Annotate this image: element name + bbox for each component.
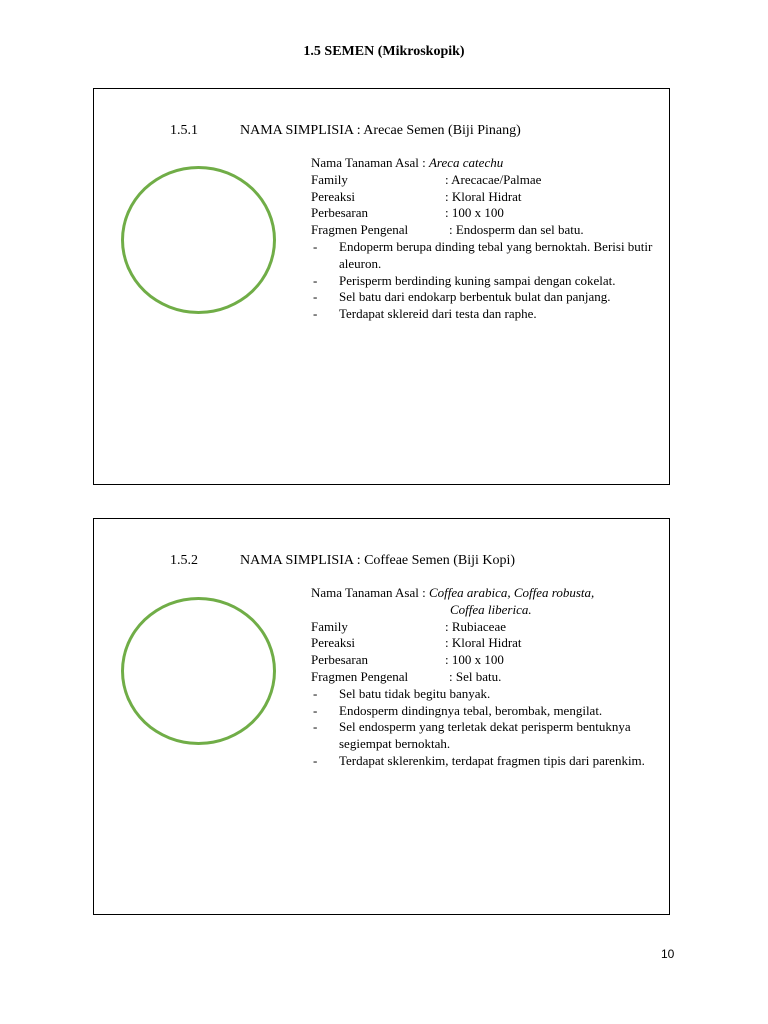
- pereaksi-label: Pereaksi: [311, 635, 356, 651]
- fragmen-row: [311, 222, 661, 239]
- pereaksi-row: [311, 635, 661, 652]
- section-details: [311, 585, 661, 770]
- fragment-list: [311, 686, 661, 770]
- tanaman-label: Nama Tanaman Asal :: [311, 585, 426, 600]
- perbesaran-label: Perbesaran: [311, 205, 369, 221]
- family-label: Family: [311, 171, 348, 187]
- perbesaran-value: : 100 x 100: [445, 652, 504, 668]
- fragmen-label: Fragmen Pengenal: [311, 668, 409, 684]
- family-value: : Arecacae/Palmae: [445, 171, 542, 187]
- section-details: [311, 155, 661, 323]
- section-box-coffeae: [93, 518, 670, 915]
- section-number: 1.5.1: [170, 123, 198, 138]
- page-number: 10: [661, 947, 675, 961]
- tanaman-value: Coffea arabica, Coffea robusta,: [428, 585, 595, 600]
- list-item: - Endoperm berupa dinding tebal yang bernoktah. Berisi butir aleuron.: [313, 238, 653, 271]
- pereaksi-value: : Kloral Hidrat: [445, 635, 522, 651]
- tanaman-value: Areca catechu: [428, 155, 504, 170]
- list-item: - Sel endosperm yang terletak dekat perisperm bentuknya segiempat bernoktah.: [313, 719, 631, 752]
- microscope-view-circle: [121, 166, 276, 314]
- family-label: Family: [311, 618, 348, 634]
- section-box-arecae: [93, 88, 670, 485]
- tanaman-label: Nama Tanaman Asal :: [311, 155, 426, 170]
- list-item: - Sel batu dari endokarp berbentuk bulat dan panjang.: [313, 289, 611, 305]
- page-title: 1.5 SEMEN (Mikroskopik): [303, 44, 465, 59]
- pereaksi-row: [311, 189, 661, 206]
- perbesaran-row: [311, 652, 661, 669]
- perbesaran-row: [311, 205, 661, 222]
- pereaksi-label: Pereaksi: [311, 188, 356, 204]
- microscope-view-circle: [121, 597, 276, 745]
- family-row: [311, 619, 661, 636]
- fragment-list: [311, 239, 661, 323]
- list-item: - Terdapat sklereid dari testa dan raphe.: [313, 306, 537, 322]
- fragmen-value: : Sel batu.: [449, 668, 502, 684]
- section-title: NAMA SIMPLISIA : Arecae Semen (Biji Pinang): [240, 123, 521, 138]
- fragmen-value: : Endosperm dan sel batu.: [449, 222, 584, 238]
- tanaman-row: [311, 155, 661, 172]
- perbesaran-value: : 100 x 100: [445, 205, 504, 221]
- tanaman-row: [311, 585, 661, 602]
- list-item: - Sel batu tidak begitu banyak.: [313, 685, 491, 701]
- tanaman-value-continued: Coffea liberica.: [450, 601, 532, 617]
- pereaksi-value: : Kloral Hidrat: [445, 188, 522, 204]
- section-heading: [170, 553, 515, 569]
- list-item: - Perisperm berdinding kuning sampai dengan cokelat.: [313, 272, 616, 288]
- list-item: - Endosperm dindingnya tebal, berombak, mengilat.: [313, 702, 603, 718]
- family-row: [311, 172, 661, 189]
- section-number: 1.5.2: [170, 553, 198, 568]
- fragmen-row: [311, 669, 661, 686]
- section-title: NAMA SIMPLISIA : Coffeae Semen (Biji Kopi): [240, 553, 516, 568]
- list-item: - Terdapat sklerenkim, terdapat fragmen tipis dari parenkim.: [313, 752, 645, 768]
- fragmen-label: Fragmen Pengenal: [311, 222, 409, 238]
- family-value: : Rubiaceae: [445, 618, 506, 634]
- section-heading: [170, 123, 521, 139]
- perbesaran-label: Perbesaran: [311, 652, 369, 668]
